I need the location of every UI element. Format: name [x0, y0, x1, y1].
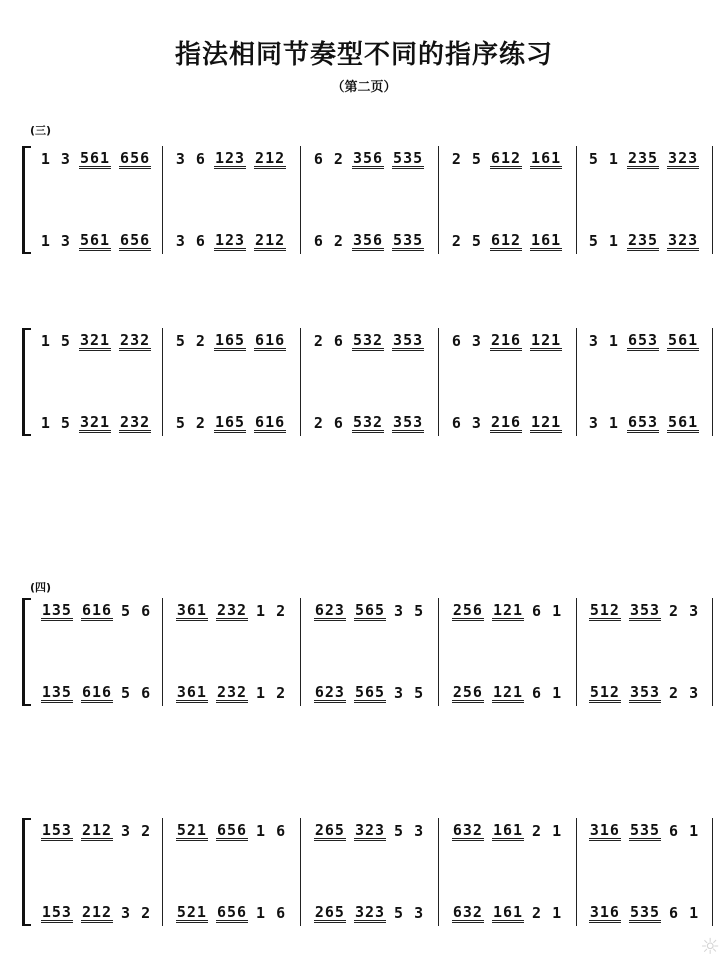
barline: [712, 818, 713, 926]
measure: [438, 818, 576, 844]
note-group: 316: [589, 902, 620, 921]
note-group: 123: [214, 148, 246, 167]
note-pair: 5 2: [175, 414, 206, 432]
note-group: 361: [176, 682, 207, 701]
note-group: 321: [79, 412, 111, 431]
note-group: 256: [452, 682, 483, 701]
note-group: 323: [668, 230, 699, 249]
measure: [162, 680, 300, 706]
note-group: 521: [176, 820, 207, 839]
note-group: 161: [492, 820, 524, 839]
measure: [300, 146, 438, 172]
note-group: 653: [627, 330, 659, 349]
note-pair: 1 2: [256, 602, 287, 620]
note-group: 623: [314, 682, 345, 701]
staff-system: [22, 146, 712, 254]
note-group: 353: [393, 330, 424, 349]
section-label-3: (三): [30, 124, 52, 137]
note-pair: 2 5: [451, 150, 482, 168]
note-group: 656: [216, 820, 248, 839]
note-group: 216: [490, 330, 522, 349]
measure: [300, 328, 438, 354]
note-group: 165: [214, 412, 246, 431]
note-pair: 3 2: [121, 822, 152, 840]
note-pair: 5 6: [121, 684, 152, 702]
note-group: 161: [531, 230, 562, 249]
note-group: 616: [255, 412, 286, 431]
measure: [576, 146, 712, 172]
note-group: 123: [214, 230, 246, 249]
note-pair: 1 6: [256, 822, 287, 840]
note-group: 353: [393, 412, 424, 431]
measure: [162, 410, 300, 436]
note-group: 612: [490, 148, 522, 167]
note-group: 521: [176, 902, 207, 921]
note-group: 361: [176, 600, 207, 619]
note-pair: 3 6: [175, 232, 206, 250]
measure: [162, 818, 300, 844]
note-group: 153: [41, 902, 72, 921]
note-pair: 2 1: [532, 822, 563, 840]
note-group: 353: [629, 600, 661, 619]
note-group: 616: [255, 330, 286, 349]
note-group: 512: [589, 600, 620, 619]
note-group: 316: [589, 820, 620, 839]
note-group: 232: [216, 600, 248, 619]
note-group: 653: [627, 412, 659, 431]
note-pair: 6 1: [532, 684, 563, 702]
measure: [438, 598, 576, 624]
note-pair: 2 3: [669, 684, 700, 702]
note-pair: 3 5: [394, 602, 425, 620]
note-pair: 6 3: [451, 414, 482, 432]
note-group: 356: [352, 148, 384, 167]
note-group: 616: [81, 600, 113, 619]
note-group: 535: [629, 820, 661, 839]
note-pair: 5 3: [394, 822, 425, 840]
measure: [162, 328, 300, 354]
measure: [30, 328, 162, 354]
note-group: 161: [492, 902, 524, 921]
note-group: 535: [393, 148, 424, 167]
note-group: 161: [531, 148, 562, 167]
measure: [30, 680, 162, 706]
note-group: 565: [354, 682, 386, 701]
note-pair: 3 1: [588, 332, 619, 350]
measure: [438, 680, 576, 706]
note-group: 532: [352, 412, 384, 431]
measure: [30, 598, 162, 624]
measure: [300, 900, 438, 926]
note-pair: 3 5: [394, 684, 425, 702]
note-group: 561: [79, 148, 111, 167]
note-group: 535: [393, 230, 424, 249]
note-group: 212: [255, 230, 286, 249]
note-pair: 3 6: [175, 150, 206, 168]
note-group: 232: [120, 412, 151, 431]
note-pair: 5 1: [588, 150, 619, 168]
measure: [30, 228, 162, 254]
note-pair: 6 1: [669, 904, 700, 922]
note-pair: 6 1: [669, 822, 700, 840]
note-group: 256: [452, 600, 483, 619]
note-group: 535: [629, 902, 661, 921]
note-group: 321: [79, 330, 111, 349]
note-group: 323: [668, 148, 699, 167]
measure: [162, 228, 300, 254]
note-pair: 2 6: [313, 414, 344, 432]
note-pair: 6 2: [313, 150, 344, 168]
note-pair: 6 2: [313, 232, 344, 250]
staff-system: [22, 328, 712, 436]
measure: [576, 818, 712, 844]
barline: [712, 328, 713, 436]
measure: [300, 228, 438, 254]
measure: [30, 410, 162, 436]
measure: [576, 228, 712, 254]
measure: [576, 598, 712, 624]
measure: [576, 410, 712, 436]
note-group: 356: [352, 230, 384, 249]
note-pair: 2 3: [669, 602, 700, 620]
note-pair: 5 2: [175, 332, 206, 350]
barline: [712, 146, 713, 254]
note-pair: 5 6: [121, 602, 152, 620]
note-group: 612: [490, 230, 522, 249]
staff-system: [22, 818, 712, 926]
note-pair: 2 6: [313, 332, 344, 350]
measure: [300, 598, 438, 624]
note-group: 656: [120, 230, 151, 249]
note-group: 165: [214, 330, 246, 349]
note-pair: 1 2: [256, 684, 287, 702]
measure: [300, 818, 438, 844]
note-pair: 6 1: [532, 602, 563, 620]
note-group: 623: [314, 600, 345, 619]
note-group: 561: [79, 230, 111, 249]
measure: [162, 598, 300, 624]
note-group: 265: [314, 820, 345, 839]
note-group: 656: [216, 902, 248, 921]
note-pair: 3 2: [121, 904, 152, 922]
note-pair: 6 3: [451, 332, 482, 350]
page-subtitle: （第二页）: [331, 80, 397, 95]
measure: [576, 900, 712, 926]
note-group: 565: [354, 600, 386, 619]
note-pair: 5 1: [588, 232, 619, 250]
note-pair: 3 1: [588, 414, 619, 432]
measure: [30, 900, 162, 926]
note-group: 216: [490, 412, 522, 431]
note-group: 212: [81, 820, 113, 839]
note-group: 512: [589, 682, 620, 701]
section-label-4: (四): [30, 581, 52, 594]
note-group: 265: [314, 902, 345, 921]
note-group: 561: [668, 330, 699, 349]
barline: [712, 598, 713, 706]
measure: [30, 146, 162, 172]
note-pair: 2 1: [532, 904, 563, 922]
note-group: 656: [120, 148, 151, 167]
note-group: 232: [216, 682, 248, 701]
staff-system: [22, 598, 712, 706]
note-group: 323: [354, 902, 386, 921]
note-group: 121: [492, 600, 524, 619]
measure: [438, 228, 576, 254]
note-group: 561: [668, 412, 699, 431]
note-group: 235: [627, 230, 659, 249]
note-group: 121: [531, 412, 562, 431]
note-group: 235: [627, 148, 659, 167]
measure: [30, 818, 162, 844]
measure: [162, 900, 300, 926]
note-group: 232: [120, 330, 151, 349]
note-group: 616: [81, 682, 113, 701]
measure: [576, 328, 712, 354]
note-group: 212: [81, 902, 113, 921]
measure: [438, 328, 576, 354]
note-group: 212: [255, 148, 286, 167]
note-group: 121: [531, 330, 562, 349]
note-group: 353: [629, 682, 661, 701]
note-pair: 1 6: [256, 904, 287, 922]
measure: [438, 410, 576, 436]
measure: [438, 146, 576, 172]
measure: [300, 680, 438, 706]
note-group: 153: [41, 820, 72, 839]
measure: [300, 410, 438, 436]
note-group: 632: [452, 820, 483, 839]
note-pair: 1 3: [40, 232, 71, 250]
note-group: 323: [354, 820, 386, 839]
note-group: 135: [41, 682, 72, 701]
page-title: 指法相同节奏型不同的指序练习: [174, 40, 553, 70]
note-pair: 1 5: [40, 332, 71, 350]
note-group: 532: [352, 330, 384, 349]
note-group: 121: [492, 682, 524, 701]
note-group: 135: [41, 600, 72, 619]
note-pair: 2 5: [451, 232, 482, 250]
note-group: 632: [452, 902, 483, 921]
note-pair: 1 5: [40, 414, 71, 432]
note-pair: 5 3: [394, 904, 425, 922]
note-pair: 1 3: [40, 150, 71, 168]
watermark: ☼: [700, 935, 720, 960]
measure: [576, 680, 712, 706]
measure: [438, 900, 576, 926]
measure: [162, 146, 300, 172]
